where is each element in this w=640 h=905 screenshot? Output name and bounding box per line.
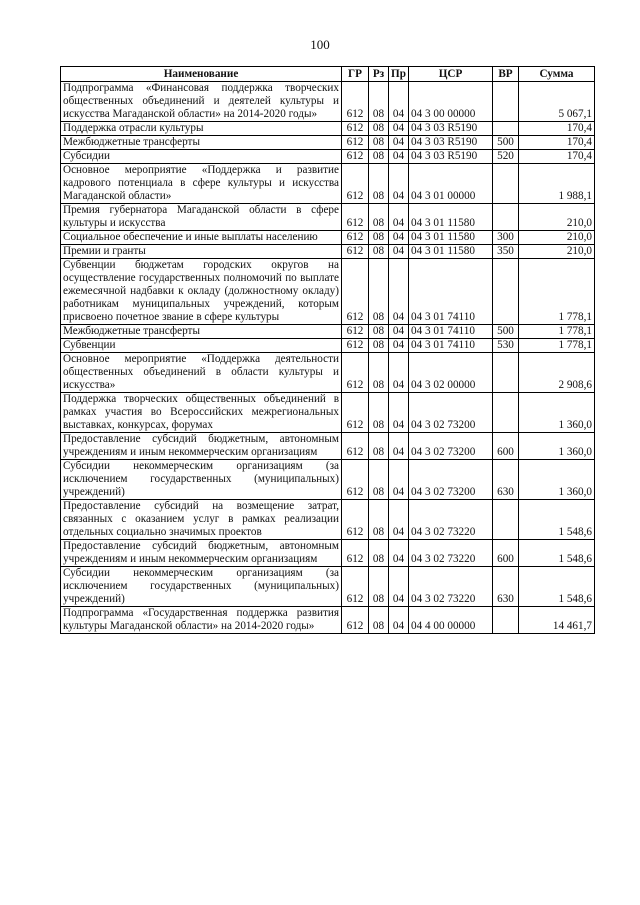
row-vr-cell (493, 500, 519, 540)
row-gr-cell: 612 (342, 136, 369, 150)
row-name-cell: Премия губернатора Магаданской области в сфере культуры и искусства (61, 204, 342, 231)
row-csr-cell: 04 3 02 00000 (409, 353, 493, 393)
table-row (61, 567, 595, 607)
row-name-cell: Премии и гранты (61, 245, 342, 259)
row-rz-cell: 08 (369, 393, 389, 433)
row-sum-cell: 1 360,0 (519, 433, 595, 460)
row-rz-cell: 08 (369, 150, 389, 164)
row-csr-cell: 04 3 01 11580 (409, 231, 493, 245)
table-header-row (61, 67, 595, 82)
row-rz-cell: 08 (369, 164, 389, 204)
row-vr-cell: 350 (493, 245, 519, 259)
row-csr-cell: 04 3 02 73220 (409, 540, 493, 567)
row-pr-cell: 04 (389, 393, 409, 433)
table-row (61, 204, 595, 231)
header-name: Наименование (61, 67, 342, 82)
row-rz-cell: 08 (369, 460, 389, 500)
row-vr-cell: 300 (493, 231, 519, 245)
row-csr-cell: 04 3 00 00000 (409, 82, 493, 122)
table-row (61, 325, 595, 339)
row-rz-cell: 08 (369, 353, 389, 393)
row-pr-cell: 04 (389, 150, 409, 164)
row-rz-cell: 08 (369, 245, 389, 259)
table-row (61, 136, 595, 150)
table-row (61, 460, 595, 500)
row-name-cell: Субсидии некоммерческим организациям (за исключением государственных (муниципальных) учреждений) (61, 567, 342, 607)
row-gr-cell: 612 (342, 433, 369, 460)
row-sum-cell: 1 360,0 (519, 460, 595, 500)
table-row (61, 245, 595, 259)
row-rz-cell: 08 (369, 567, 389, 607)
row-name-cell: Поддержка творческих общественных объединений в рамках участия во Всероссийских межрегиональных выставках, конкурсах, форумах (61, 393, 342, 433)
row-csr-cell: 04 3 01 74110 (409, 339, 493, 353)
row-pr-cell: 04 (389, 164, 409, 204)
row-csr-cell: 04 4 00 00000 (409, 607, 493, 634)
row-name-cell: Социальное обеспечение и иные выплаты населению (61, 231, 342, 245)
row-vr-cell: 630 (493, 460, 519, 500)
row-gr-cell: 612 (342, 500, 369, 540)
row-vr-cell (493, 353, 519, 393)
row-name-cell: Основное мероприятие «Поддержка и развитие кадрового потенциала в сфере культуры и искусства Магаданской области» (61, 164, 342, 204)
row-csr-cell: 04 3 02 73220 (409, 567, 493, 607)
row-vr-cell (493, 122, 519, 136)
row-gr-cell: 612 (342, 460, 369, 500)
row-csr-cell: 04 3 01 11580 (409, 245, 493, 259)
row-vr-cell (493, 259, 519, 325)
row-sum-cell: 5 067,1 (519, 82, 595, 122)
row-name-cell: Подпрограмма «Государственная поддержка развития культуры Магаданской области» на 2014-2020 годы» (61, 607, 342, 634)
row-sum-cell: 1 778,1 (519, 339, 595, 353)
row-vr-cell: 520 (493, 150, 519, 164)
row-pr-cell: 04 (389, 204, 409, 231)
row-gr-cell: 612 (342, 259, 369, 325)
row-pr-cell: 04 (389, 136, 409, 150)
row-csr-cell: 04 3 01 74110 (409, 325, 493, 339)
row-rz-cell: 08 (369, 433, 389, 460)
row-pr-cell: 04 (389, 460, 409, 500)
row-name-cell: Предоставление субсидий бюджетным, автономным учреждениям и иным некоммерческим организациям (61, 540, 342, 567)
row-gr-cell: 612 (342, 204, 369, 231)
row-name-cell: Предоставление субсидий на возмещение затрат, связанных с оказанием услуг в рамках реализации отдельных социально значимых проектов (61, 500, 342, 540)
row-sum-cell: 1 548,6 (519, 567, 595, 607)
row-sum-cell: 1 778,1 (519, 259, 595, 325)
row-pr-cell: 04 (389, 540, 409, 567)
row-rz-cell: 08 (369, 339, 389, 353)
table-row (61, 259, 595, 325)
row-sum-cell: 170,4 (519, 150, 595, 164)
row-pr-cell: 04 (389, 339, 409, 353)
row-name-cell: Предоставление субсидий бюджетным, автономным учреждениям и иным некоммерческим организациям (61, 433, 342, 460)
row-csr-cell: 04 3 03 R5190 (409, 122, 493, 136)
table-row (61, 353, 595, 393)
table-row (61, 150, 595, 164)
header-pr: Пр (389, 67, 409, 82)
header-gr: ГР (342, 67, 369, 82)
table-row (61, 607, 595, 634)
row-sum-cell: 1 548,6 (519, 540, 595, 567)
row-sum-cell: 1 548,6 (519, 500, 595, 540)
row-gr-cell: 612 (342, 122, 369, 136)
row-csr-cell: 04 3 02 73200 (409, 460, 493, 500)
row-vr-cell: 500 (493, 325, 519, 339)
row-rz-cell: 08 (369, 325, 389, 339)
header-csr: ЦСР (409, 67, 493, 82)
row-gr-cell: 612 (342, 164, 369, 204)
row-name-cell: Межбюджетные трансферты (61, 325, 342, 339)
row-pr-cell: 04 (389, 567, 409, 607)
row-vr-cell (493, 82, 519, 122)
row-rz-cell: 08 (369, 231, 389, 245)
row-pr-cell: 04 (389, 500, 409, 540)
row-gr-cell: 612 (342, 353, 369, 393)
row-rz-cell: 08 (369, 82, 389, 122)
table-row (61, 540, 595, 567)
row-pr-cell: 04 (389, 82, 409, 122)
row-rz-cell: 08 (369, 540, 389, 567)
row-sum-cell: 14 461,7 (519, 607, 595, 634)
row-sum-cell: 170,4 (519, 136, 595, 150)
row-name-cell: Субвенции бюджетам городских округов на осуществление государственных полномочий по выплате ежемесячной надбавки к окладу (должностному окладу) работникам муниципальных учреждений, которым присвоено почетное звание в сфере культуры (61, 259, 342, 325)
header-rz: Рз (369, 67, 389, 82)
row-vr-cell: 500 (493, 136, 519, 150)
row-rz-cell: 08 (369, 259, 389, 325)
row-pr-cell: 04 (389, 231, 409, 245)
row-rz-cell: 08 (369, 607, 389, 634)
row-pr-cell: 04 (389, 607, 409, 634)
table-row (61, 82, 595, 122)
row-csr-cell: 04 3 02 73200 (409, 393, 493, 433)
row-csr-cell: 04 3 03 R5190 (409, 150, 493, 164)
row-name-cell: Субсидии (61, 150, 342, 164)
row-gr-cell: 612 (342, 567, 369, 607)
row-vr-cell (493, 164, 519, 204)
row-vr-cell (493, 204, 519, 231)
row-sum-cell: 210,0 (519, 245, 595, 259)
table-row (61, 393, 595, 433)
row-pr-cell: 04 (389, 353, 409, 393)
row-name-cell: Подпрограмма «Финансовая поддержка творческих общественных объединений и деятелей культуры и искусства Магаданской области» на 2014-2020 годы» (61, 82, 342, 122)
row-gr-cell: 612 (342, 150, 369, 164)
row-csr-cell: 04 3 01 00000 (409, 164, 493, 204)
table-row (61, 500, 595, 540)
row-name-cell: Субсидии некоммерческим организациям (за исключением государственных (муниципальных) учреждений) (61, 460, 342, 500)
row-gr-cell: 612 (342, 540, 369, 567)
table-row (61, 231, 595, 245)
row-name-cell: Поддержка отрасли культуры (61, 122, 342, 136)
row-csr-cell: 04 3 01 74110 (409, 259, 493, 325)
row-csr-cell: 04 3 01 11580 (409, 204, 493, 231)
row-sum-cell: 170,4 (519, 122, 595, 136)
table-row (61, 164, 595, 204)
row-pr-cell: 04 (389, 122, 409, 136)
row-rz-cell: 08 (369, 204, 389, 231)
row-csr-cell: 04 3 02 73200 (409, 433, 493, 460)
row-pr-cell: 04 (389, 245, 409, 259)
row-rz-cell: 08 (369, 500, 389, 540)
row-name-cell: Субвенции (61, 339, 342, 353)
row-csr-cell: 04 3 03 R5190 (409, 136, 493, 150)
row-sum-cell: 210,0 (519, 231, 595, 245)
row-gr-cell: 612 (342, 82, 369, 122)
row-sum-cell: 1 360,0 (519, 393, 595, 433)
table-row (61, 339, 595, 353)
row-pr-cell: 04 (389, 325, 409, 339)
table-row (61, 122, 595, 136)
row-gr-cell: 612 (342, 607, 369, 634)
row-pr-cell: 04 (389, 259, 409, 325)
row-csr-cell: 04 3 02 73220 (409, 500, 493, 540)
row-sum-cell: 2 908,6 (519, 353, 595, 393)
row-gr-cell: 612 (342, 325, 369, 339)
row-gr-cell: 612 (342, 231, 369, 245)
row-sum-cell: 210,0 (519, 204, 595, 231)
row-name-cell: Основное мероприятие «Поддержка деятельности общественных объединений в области культуры и искусства» (61, 353, 342, 393)
header-vr: ВР (493, 67, 519, 82)
row-gr-cell: 612 (342, 339, 369, 353)
page-number: 100 (310, 37, 330, 52)
row-sum-cell: 1 778,1 (519, 325, 595, 339)
header-sum: Сумма (519, 67, 595, 82)
row-pr-cell: 04 (389, 433, 409, 460)
row-rz-cell: 08 (369, 122, 389, 136)
budget-table (60, 66, 595, 634)
row-vr-cell (493, 393, 519, 433)
table-row (61, 433, 595, 460)
row-sum-cell: 1 988,1 (519, 164, 595, 204)
row-gr-cell: 612 (342, 393, 369, 433)
row-name-cell: Межбюджетные трансферты (61, 136, 342, 150)
row-vr-cell: 600 (493, 540, 519, 567)
row-gr-cell: 612 (342, 245, 369, 259)
row-vr-cell: 600 (493, 433, 519, 460)
row-vr-cell: 630 (493, 567, 519, 607)
row-rz-cell: 08 (369, 136, 389, 150)
row-vr-cell (493, 607, 519, 634)
row-vr-cell: 530 (493, 339, 519, 353)
